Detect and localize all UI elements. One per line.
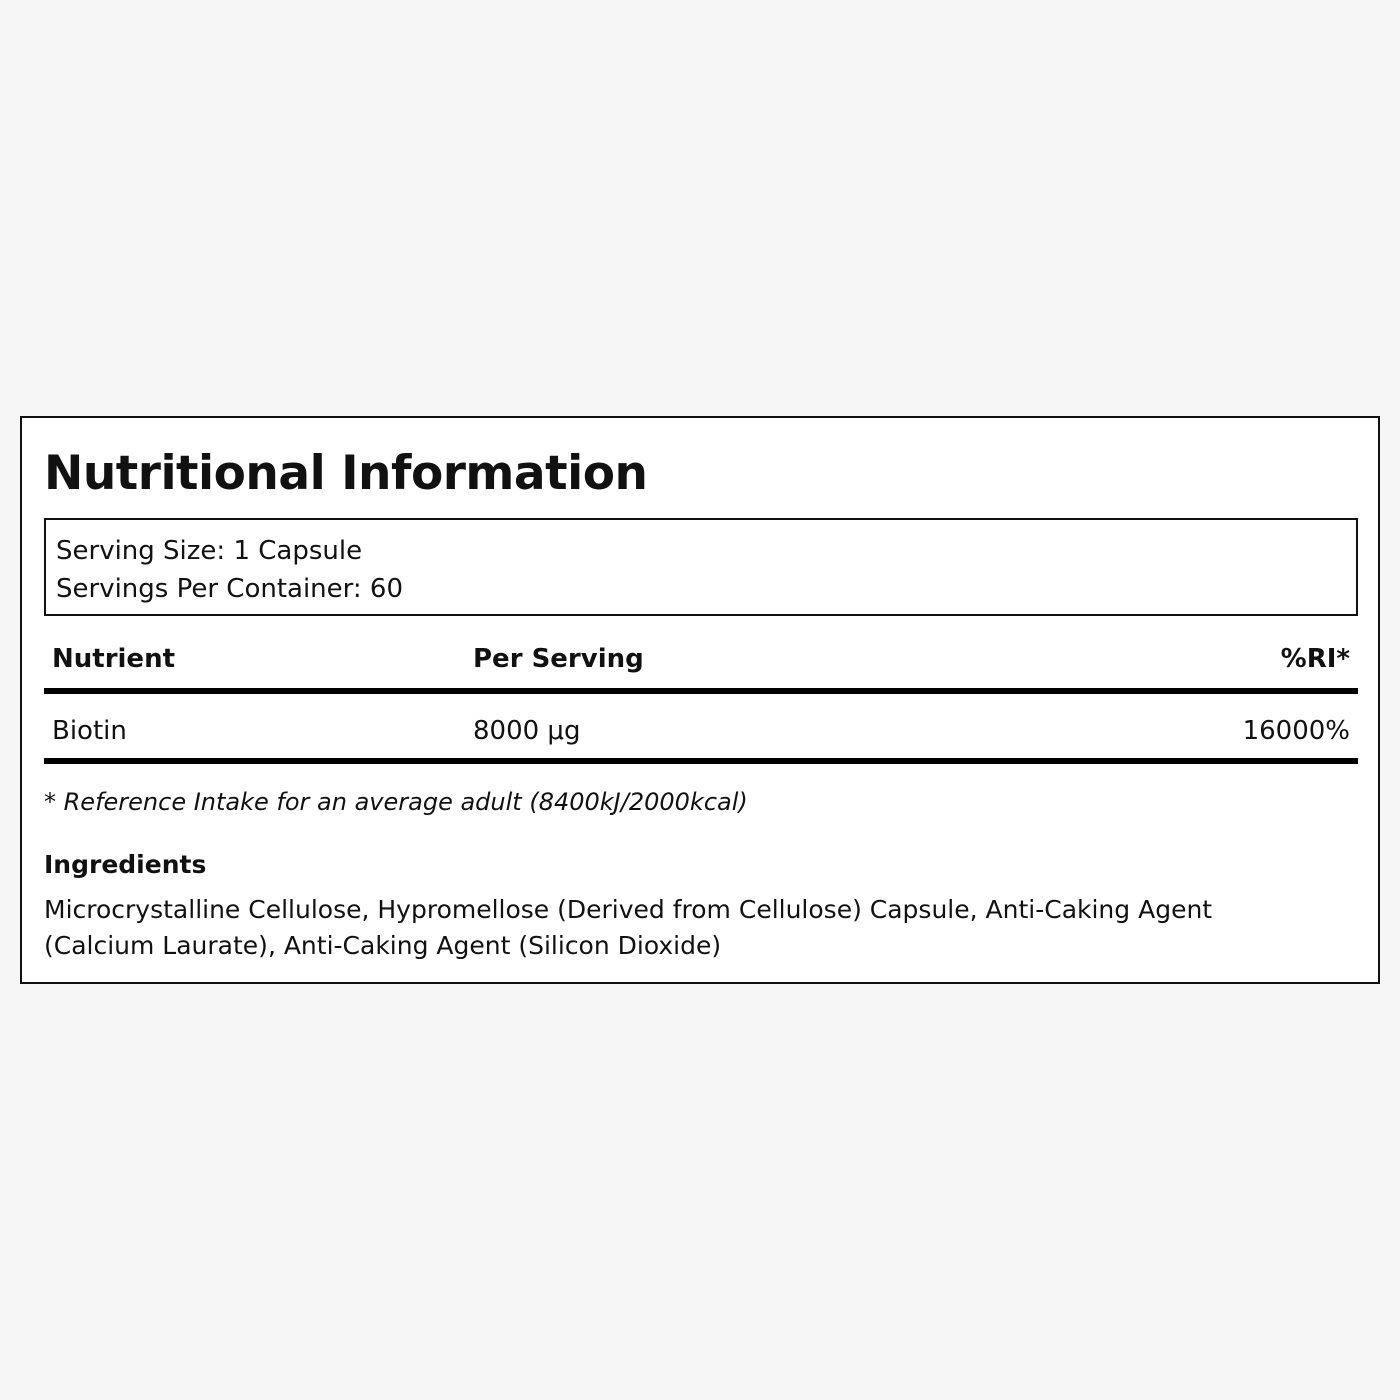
nutrient-table bbox=[44, 640, 1358, 764]
nutrient-per-serving: 8000 μg bbox=[473, 716, 581, 746]
table-header-row bbox=[44, 640, 1358, 688]
table-divider bbox=[44, 758, 1358, 764]
serving-info-box bbox=[44, 518, 1358, 616]
page-title: Nutritional Information bbox=[44, 446, 648, 501]
servings-per-container: Servings Per Container: 60 bbox=[56, 574, 404, 604]
nutrition-panel bbox=[20, 416, 1380, 984]
ingredients-heading: Ingredients bbox=[44, 850, 207, 879]
serving-size: Serving Size: 1 Capsule bbox=[56, 536, 363, 566]
nutrient-name: Biotin bbox=[52, 716, 127, 746]
ingredients-list: Microcrystalline Cellulose, Hypromellose (Derived from Cellulose) Capsule, Anti-Caking Agent (Calcium Laurate), Anti-Caking Agent (Silicon Dioxide) bbox=[44, 895, 1213, 960]
header-nutrient: Nutrient bbox=[52, 644, 176, 674]
header-per-serving: Per Serving bbox=[473, 644, 644, 674]
reference-intake-footnote: * Reference Intake for an average adult (8400kJ/2000kcal) bbox=[44, 788, 748, 816]
nutrient-ri: 16000% bbox=[1242, 716, 1350, 746]
table-row bbox=[44, 694, 1358, 758]
header-ri: %RI* bbox=[1280, 644, 1350, 674]
